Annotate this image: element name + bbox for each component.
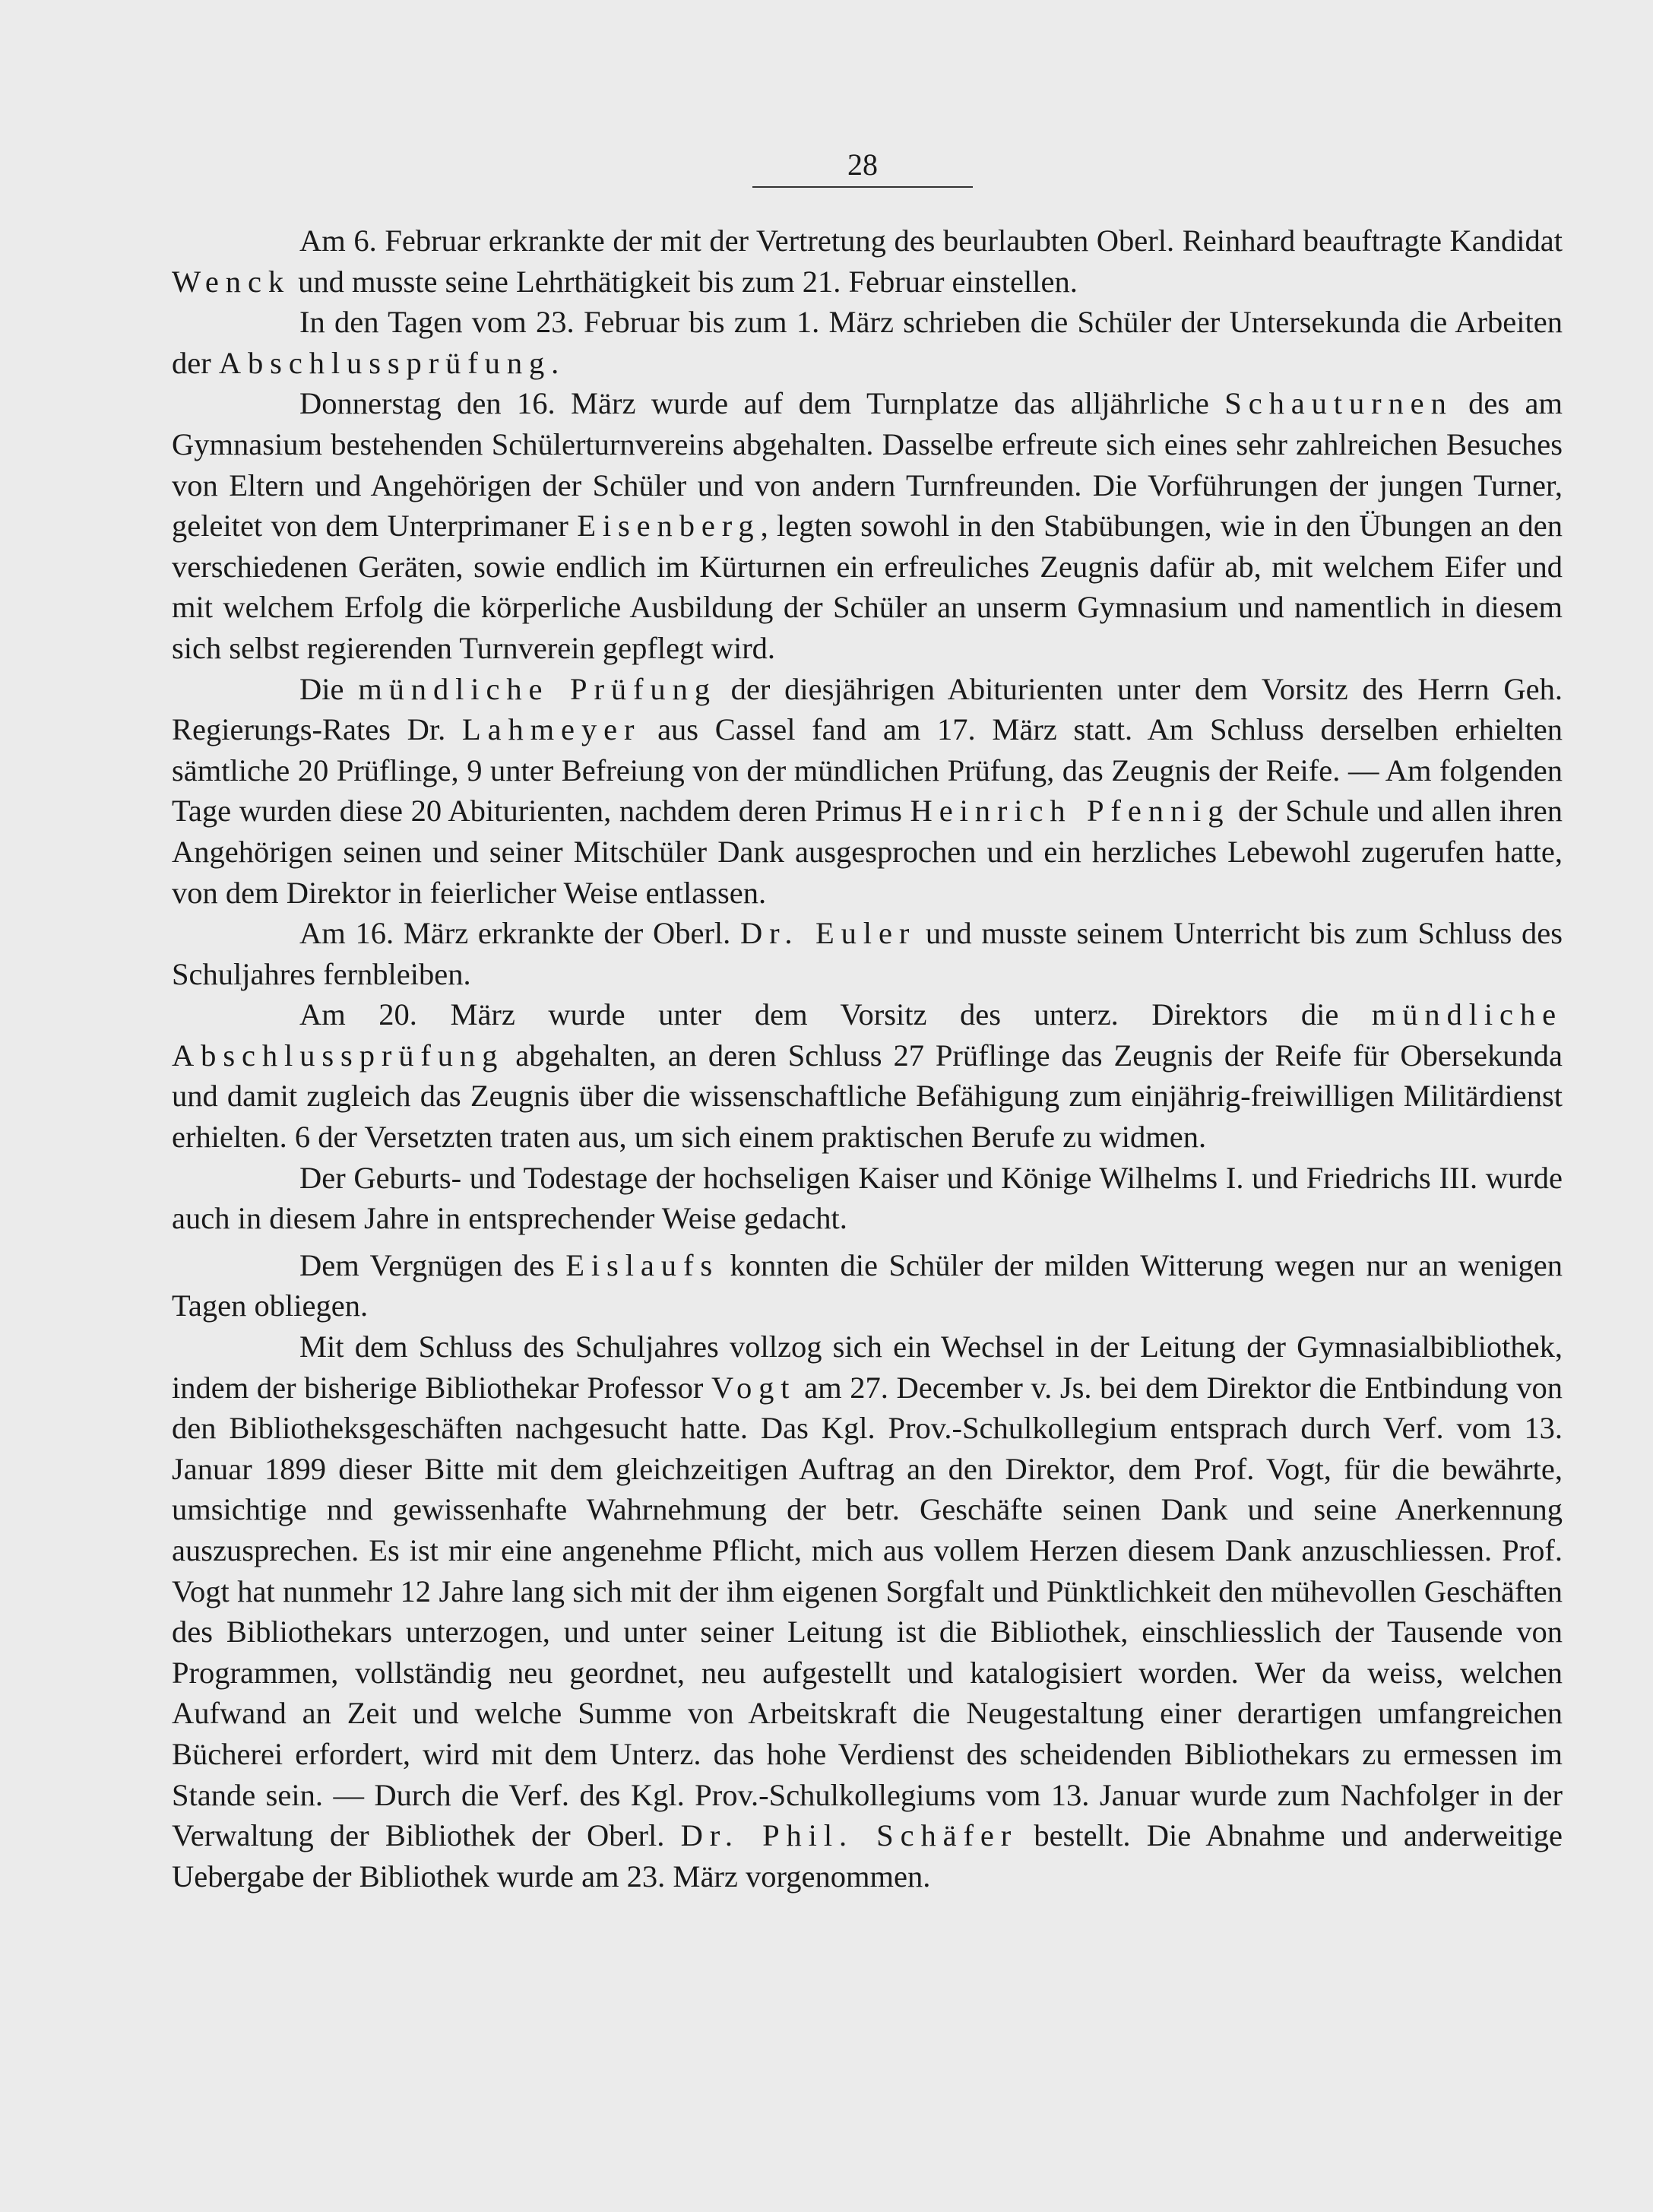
paragraph [172,1326,1563,1897]
paragraph [172,302,1563,383]
paragraph [172,1158,1563,1239]
paragraph [172,913,1563,994]
page-number: 28 [847,147,878,182]
text-segment: abgehalten, an deren Schluss 27 Prüflinge das Zeugnis der Reife für Obersekunda und damit zugleich das Zeugnis über die wissenschaftliche Befähigung zum einjährig-freiwilligen Militärdienst erhielten. 6 der Versetzten traten aus, um sich einem praktischen Berufe zu widmen. [172,1038,1563,1155]
spaced-emphasis: Dr. Phil. Schäfer [680,1818,1018,1853]
text-segment: Mit dem Schluss des Schuljahres vollzog sich ein Wechsel in der Leitung der Gymnasialbibliothek, indem der bisherige Bibliothekar Professor [172,1329,1563,1405]
spaced-emphasis: Eislaufs [565,1247,720,1282]
text-segment: der diesjährigen Abiturienten unter dem Vorsitz des Herrn Geh. Regierungs-Rates Dr. [172,671,1563,747]
page-number-rule [752,186,973,188]
text-segment: der Schule und allen ihren Angehörigen seinen und seiner Mitschüler Dank ausgesprochen und ein herzliches Lebewohl zugerufen hatte, von dem Direktor in feierlicher Weise entlassen. [172,794,1563,910]
spaced-emphasis: Heinrich Pfennig [910,794,1230,829]
document-body [172,220,1563,1897]
spaced-emphasis: Dr. Euler [740,916,917,951]
text-segment: Am 6. Februar erkrankte der mit der Vertretung des beurlaubten Oberl. Reinhard beauftragte Kandidat [299,223,1563,258]
text-segment: Am 20. März wurde unter dem Vorsitz des unterz. Direktors die [299,997,1372,1032]
text-segment: . [551,345,559,380]
spaced-emphasis: Schauturnen [1224,386,1453,421]
text-segment: und musste seinem Unterricht bis zum Schluss des Schuljahres fernbleiben. [172,916,1563,991]
text-segment: am 27. December v. Js. bei dem Direktor die Entbindung von den Bibliotheksgeschäften nachgesucht hatte. Das Kgl. Prov.-Schulkollegium entsprach durch Verf. vom 13. Januar 1899 dieser Bitte mit dem gleichzeitigen Auftrag an den Direktor, dem Prof. Vogt, für die bewährte, umsichtige nnd gewissenhafte Wahrnehmung der betr. Geschäfte seinen Dank und seine Anerkennung auszusprechen. Es ist mir eine angenehme Pflicht, mich aus vollem Herzen diesem Dank anzuschliessen. Prof. Vogt hat nunmehr 12 Jahre lang sich mit der ihm eigenen Sorgfalt und Pünktlichkeit den mühevollen Geschäften des Bibliothekars unterzogen, und unter seiner Leitung ist die Bibliothek, einschliesslich der Tausende von Programmen, vollständig neu geordnet, neu aufgestellt und katalogisiert worden. Wer da weiss, welchen Aufwand an Zeit und welche Summe von Arbeitskraft die Neugestaltung einer derartigen umfangreichen Bücherei erfordert, wird mit dem Unterz. das hohe Verdienst des scheidenden Bibliothekars zu ermessen im Stande sein. — Durch die Verf. des Kgl. Prov.-Schulkollegiums vom 13. Januar wurde zum Nachfolger in der Verwaltung der Bibliothek der Oberl. [172,1370,1563,1853]
spaced-emphasis: Vogt [711,1370,796,1405]
text-segment: Dem Vergnügen des [299,1247,566,1282]
text-segment: konnten die Schüler der milden Witterung wegen nur an wenigen Tagen obliegen. [172,1247,1563,1323]
text-segment: Am 16. März erkrankte der Oberl. [299,916,740,951]
paragraph [172,220,1563,302]
spaced-emphasis: Wenck [172,264,290,299]
spaced-emphasis: mündliche Abschlussprüfung [172,997,1563,1073]
text-segment: Donnerstag den 16. März wurde auf dem Turnplatze das alljährliche [299,386,1225,421]
text-segment: aus Cassel fand am 17. März statt. Am Schluss derselben erhielten sämtliche 20 Prüflinge, 9 unter Befreiung von der mündlichen Prüfung, das Zeugnis der Reife. — Am folgenden Tage wurden diese 20 Abiturienten, nachdem deren Primus [172,712,1563,829]
paragraph [172,669,1563,914]
text-segment: und musste seine Lehrthätigkeit bis zum 21. Februar einstellen. [290,264,1078,299]
text-segment: , legten sowohl in den Stabübungen, wie in den Übungen an den verschiedenen Geräten, sowie endlich im Kürturnen ein erfreuliches Zeugnis dafür ab, mit welchem Eifer und mit welchem Erfolg die körperliche Ausbildung der Schüler an unserm Gymnasium und namentlich in diesem sich selbst regierenden Turnverein gepflegt wird. [172,509,1563,665]
spaced-emphasis: Eisenberg [577,509,761,543]
text-segment: bestellt. Die Abnahme und anderweitige Uebergabe der Bibliothek wurde am 23. März vorgenommen. [172,1818,1563,1894]
spaced-emphasis: Abschlussprüfung [218,345,552,380]
text-segment: Die [299,671,359,706]
spaced-emphasis: Lahmeyer [461,712,641,747]
paragraph [172,383,1563,668]
text-segment: des am Gymnasium bestehenden Schülerturnvereins abgehalten. Dasselbe erfreute sich eines sehr zahlreichen Besuches von Eltern und Angehörigen der Schüler und von andern Turnfreunden. Die Vorführungen der jungen Turner, geleitet von dem Unterprimaner [172,386,1563,543]
paragraph [172,1245,1563,1326]
text-segment: In den Tagen vom 23. Februar bis zum 1. März schrieben die Schüler der Untersekunda die Arbeiten der [172,305,1563,380]
spaced-emphasis: mündliche Prüfung [358,671,717,706]
text-segment: Der Geburts- und Todestage der hochseligen Kaiser und Könige Wilhelms I. und Friedrichs III. wurde auch in diesem Jahre in entsprechender Weise gedacht. [172,1160,1563,1236]
paragraph [172,994,1563,1157]
